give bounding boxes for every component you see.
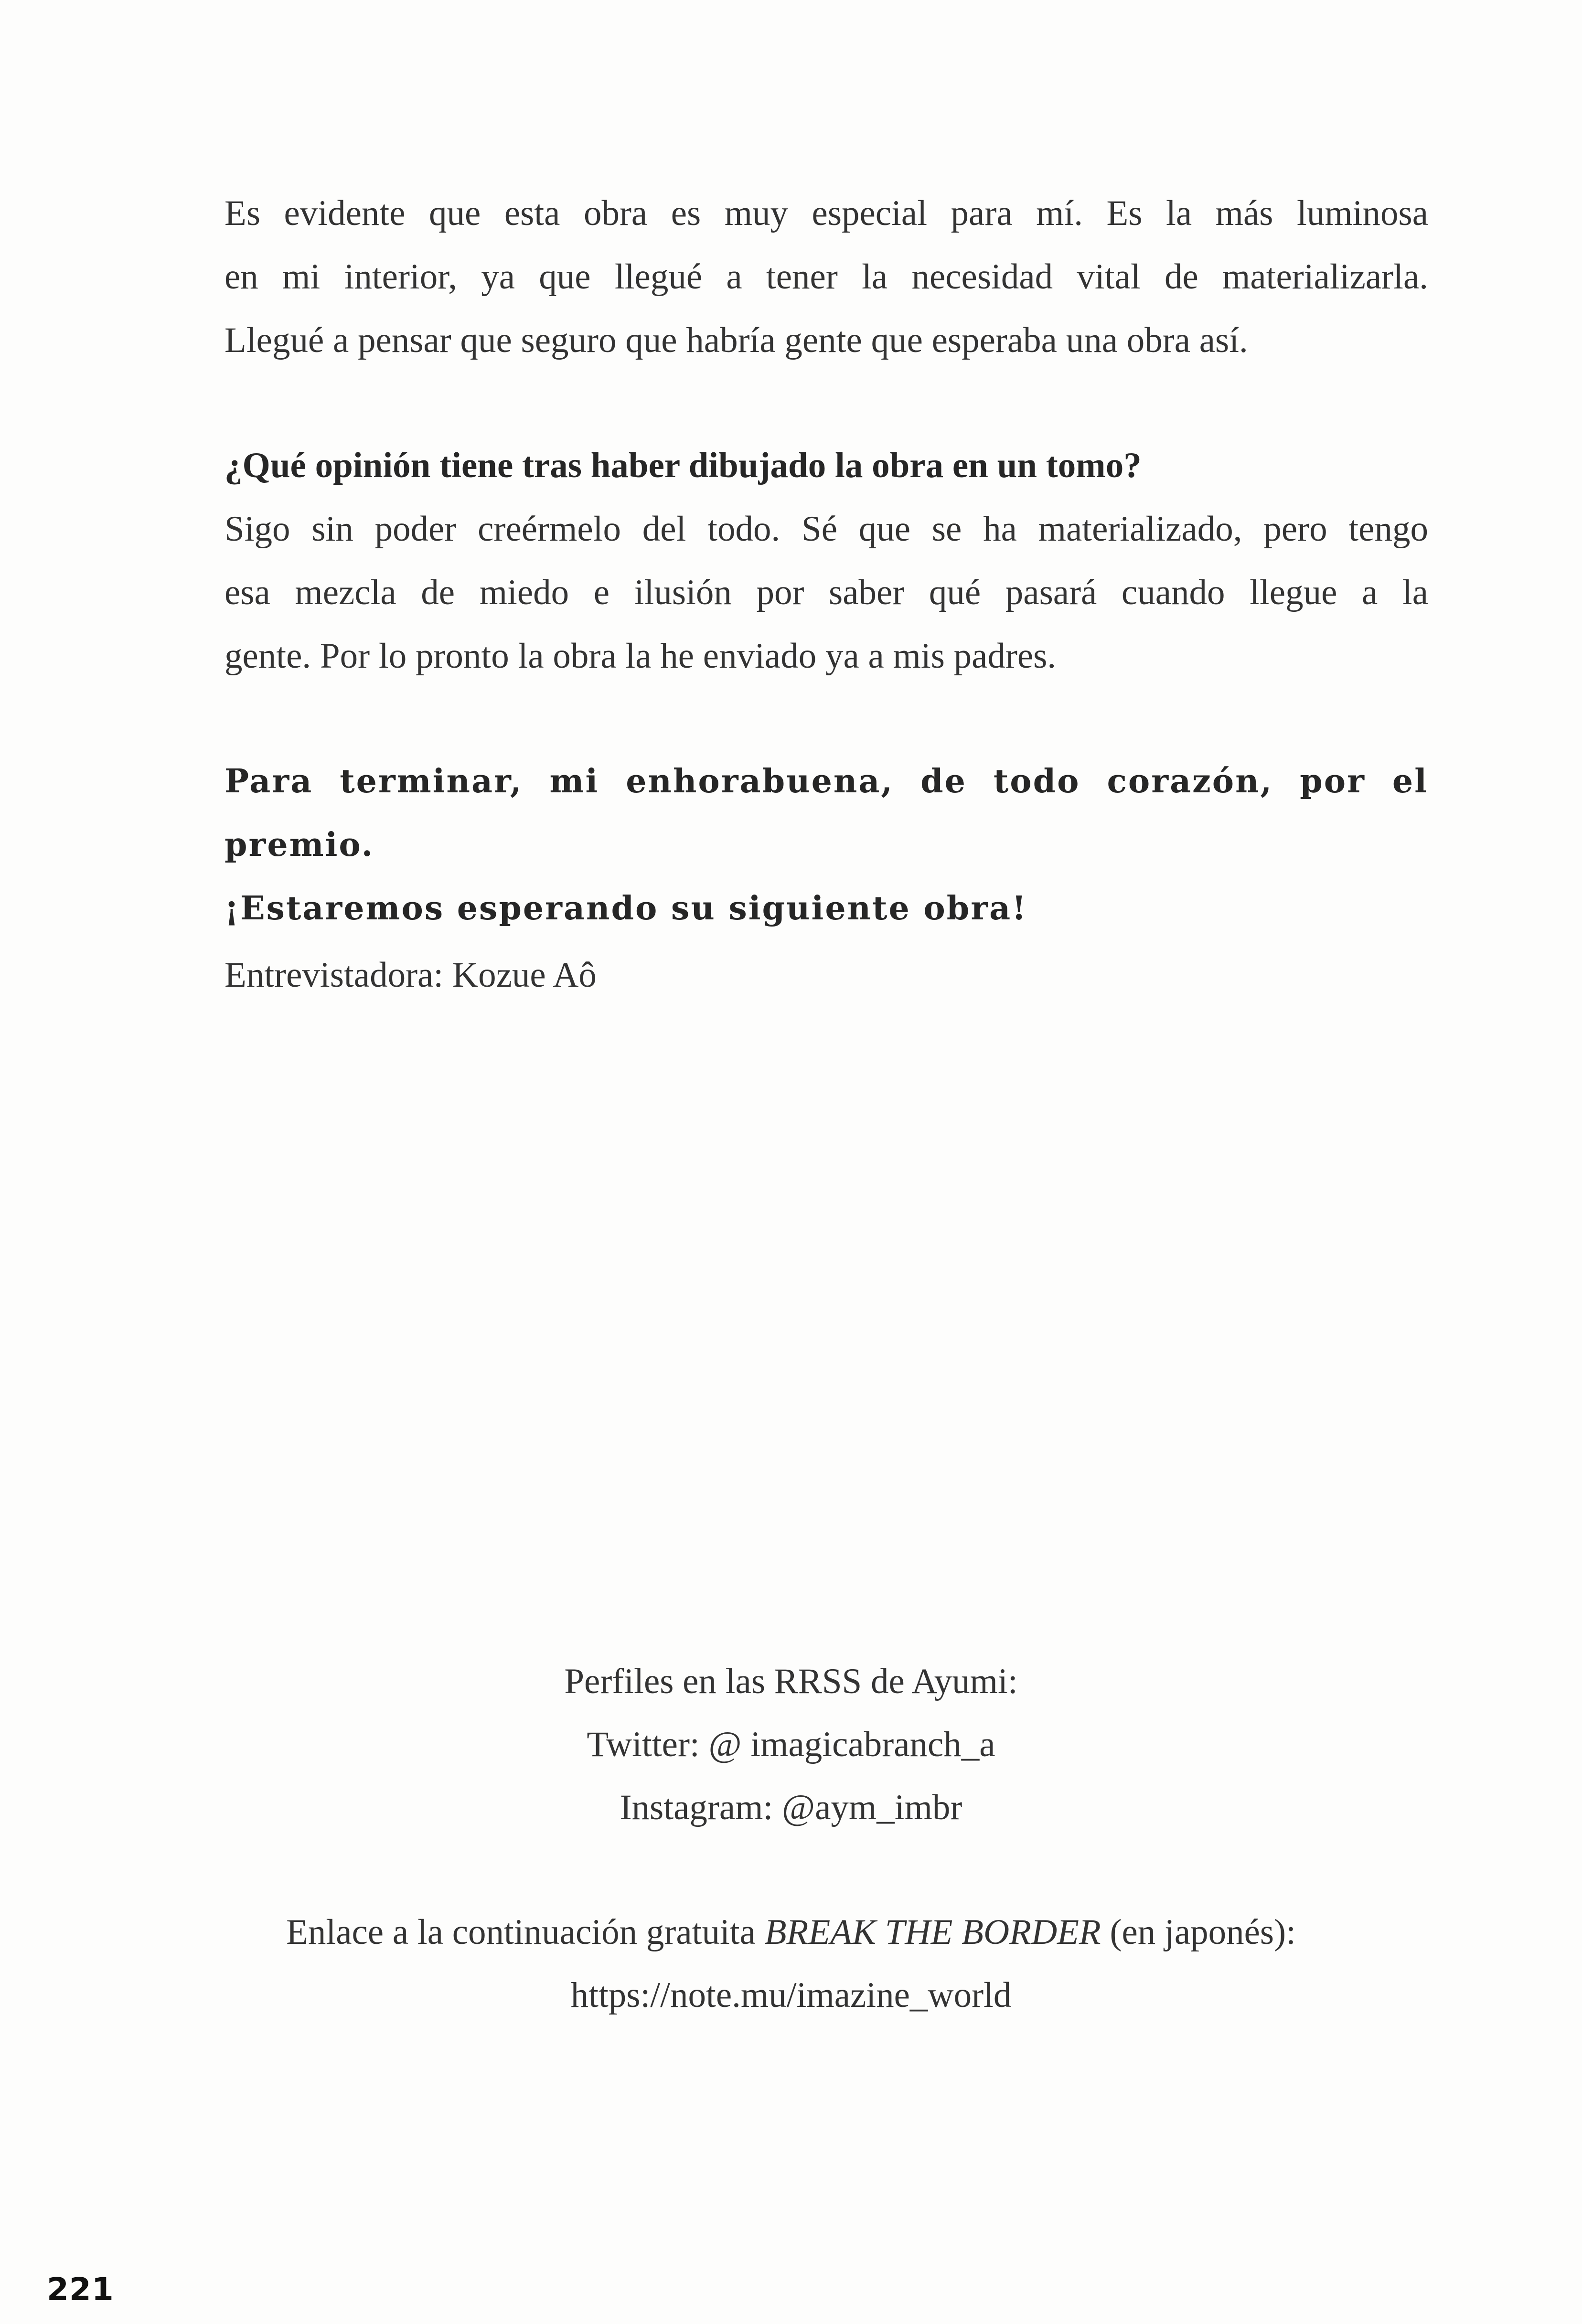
page-number: 221 xyxy=(47,2271,114,2308)
twitter-handle: Twitter: @ imagicabranch_a xyxy=(587,1725,995,1764)
instagram-handle: Instagram: @aym_imbr xyxy=(620,1788,962,1827)
continuation-title: BREAK THE BORDER xyxy=(764,1912,1101,1952)
answer-line: Sigo sin poder creérmelo del todo. Sé que se ha materializado, pero tengo xyxy=(224,509,1428,549)
interview-answer xyxy=(224,497,1428,688)
profiles-heading: Perfiles en las RRSS de Ayumi: xyxy=(564,1662,1018,1701)
continuation-prefix: Enlace a la continuación gratuita xyxy=(286,1912,765,1952)
continuation-url: https://note.mu/imazine_world xyxy=(570,1975,1012,2015)
closing-remark xyxy=(224,750,1428,940)
answer-line: gente. Por lo pronto la obra la he enviado ya a mis padres. xyxy=(224,636,1057,676)
paragraph-line: Llegué a pensar que seguro que habría gente que esperaba una obra así. xyxy=(224,320,1248,360)
continuation-link-block xyxy=(0,1901,1582,2027)
answer-line: esa mezcla de miedo e ilusión por saber qué pasará cuando llegue a la xyxy=(224,573,1428,612)
continuation-suffix: (en japonés): xyxy=(1101,1912,1296,1952)
paragraph-line: Es evidente que esta obra es muy especial para mí. Es la más luminosa xyxy=(224,193,1428,233)
continuation-description xyxy=(0,1901,1582,1964)
social-profiles xyxy=(0,1650,1582,1839)
paragraph-line: en mi interior, ya que llegué a tener la necesidad vital de materializarla. xyxy=(224,257,1428,297)
closing-line: Para terminar, mi enhorabuena, de todo corazón, por el premio. xyxy=(224,762,1428,864)
interviewer-credit: Entrevistadora: Kozue Aô xyxy=(224,955,597,995)
intro-paragraph xyxy=(224,181,1428,372)
interview-question: ¿Qué opinión tiene tras haber dibujado la obra en un tomo? xyxy=(224,446,1142,485)
closing-line: ¡Estaremos esperando su siguiente obra! xyxy=(224,889,1028,927)
